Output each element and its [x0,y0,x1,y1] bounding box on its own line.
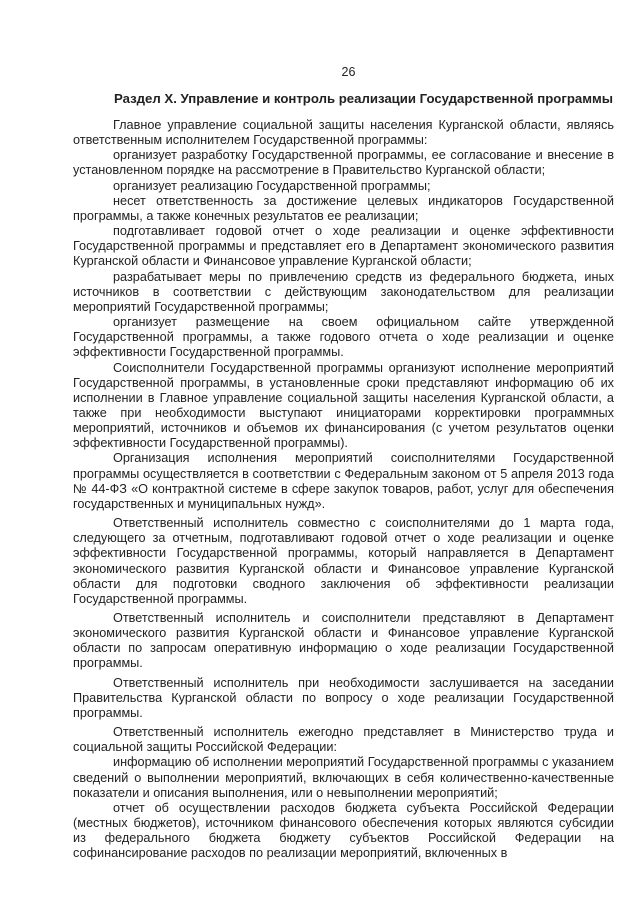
page-number: 26 [341,65,356,79]
paragraph: Ответственный исполнитель при необходимости заслушивается на заседании Правительства Курганской области по вопросу о ходе реализации Государственной программы. [73,675,614,720]
paragraph: Ответственный исполнитель ежегодно представляет в Министерство труда и социальной защиты Российской Федерации: [73,725,614,755]
paragraph: организует разработку Государственной программы, ее согласование и внесение в установленном порядке на рассмотрение в Правительство Курганской области; [73,148,614,178]
paragraph: разрабатывает меры по привлечению средств из федерального бюджета, иных источников в соответствии с действующим законодательством для реализации мероприятий Государственной программы; [73,269,614,314]
paragraph: Главное управление социальной защиты населения Курганской области, являясь ответственным исполнителем Государственной программы: [73,118,614,148]
section-title: Раздел X. Управление и контроль реализации Государственной программы [113,91,613,106]
paragraph: Соисполнители Государственной программы организуют исполнение мероприятий Государственной программы, в установленные сроки представляют информацию об их исполнении в Главное управление социальной защиты населения Курганской области, а также при необходимости выступают инициаторами корректировки программных мероприятий, источников и объемов их финансирования (с учетом результатов оценки эффективности Государственной программы). [73,360,614,451]
paragraph: Ответственный исполнитель совместно с соисполнителями до 1 марта года, следующего за отчетным, подготавливают годовой отчет о ходе реализации и оценке эффективности Государственной программы, который направляется в Департамент экономического развития Курганской области и Финансовое управление Курганской области для подготовки сводного заключения об эффективности реализации Государственной программы. [73,516,614,606]
paragraph: организует размещение на своем официальном сайте утвержденной Государственной программы, а также годового отчета о ходе реализации и оценке эффективности Государственной программы. [73,315,614,360]
paragraph: информацию об исполнении мероприятий Государственной программы с указанием сведений о выполнении мероприятий, включающих в себя количественно-качественные показатели и описания выполнения, или о невыполнении мероприятий; [73,755,614,800]
paragraph: Ответственный исполнитель и соисполнители представляют в Департамент экономического развития Курганской области и Финансовое управление Курганской области по запросам оперативную информацию о ходе реализации Государственной программы. [73,611,614,671]
paragraph: несет ответственность за достижение целевых индикаторов Государственной программы, а также конечных результатов ее реализации; [73,193,614,223]
paragraph: организует реализацию Государственной программы; [113,178,431,193]
body-text [73,118,614,862]
paragraph: Организация исполнения мероприятий соисполнителями Государственной программы осуществляется в соответствии с Федеральным законом от 5 апреля 2013 года № 44-ФЗ «О контрактной системе в сфере закупок товаров, работ, услуг для обеспечения государственных и муниципальных нужд». [73,451,614,511]
paragraph: отчет об осуществлении расходов бюджета субъекта Российской Федерации (местных бюджетов), источником финансового обеспечения которых являются субсидии из федерального бюджета бюджету субъектов Российской Федерации на софинансирование расходов по реализации мероприятий, включенных в [73,800,614,861]
paragraph: подготавливает годовой отчет о ходе реализации и оценке эффективности Государственной программы и представляет его в Департамент экономического развития Курганской области и Финансовое управление Курганской области; [73,224,614,269]
